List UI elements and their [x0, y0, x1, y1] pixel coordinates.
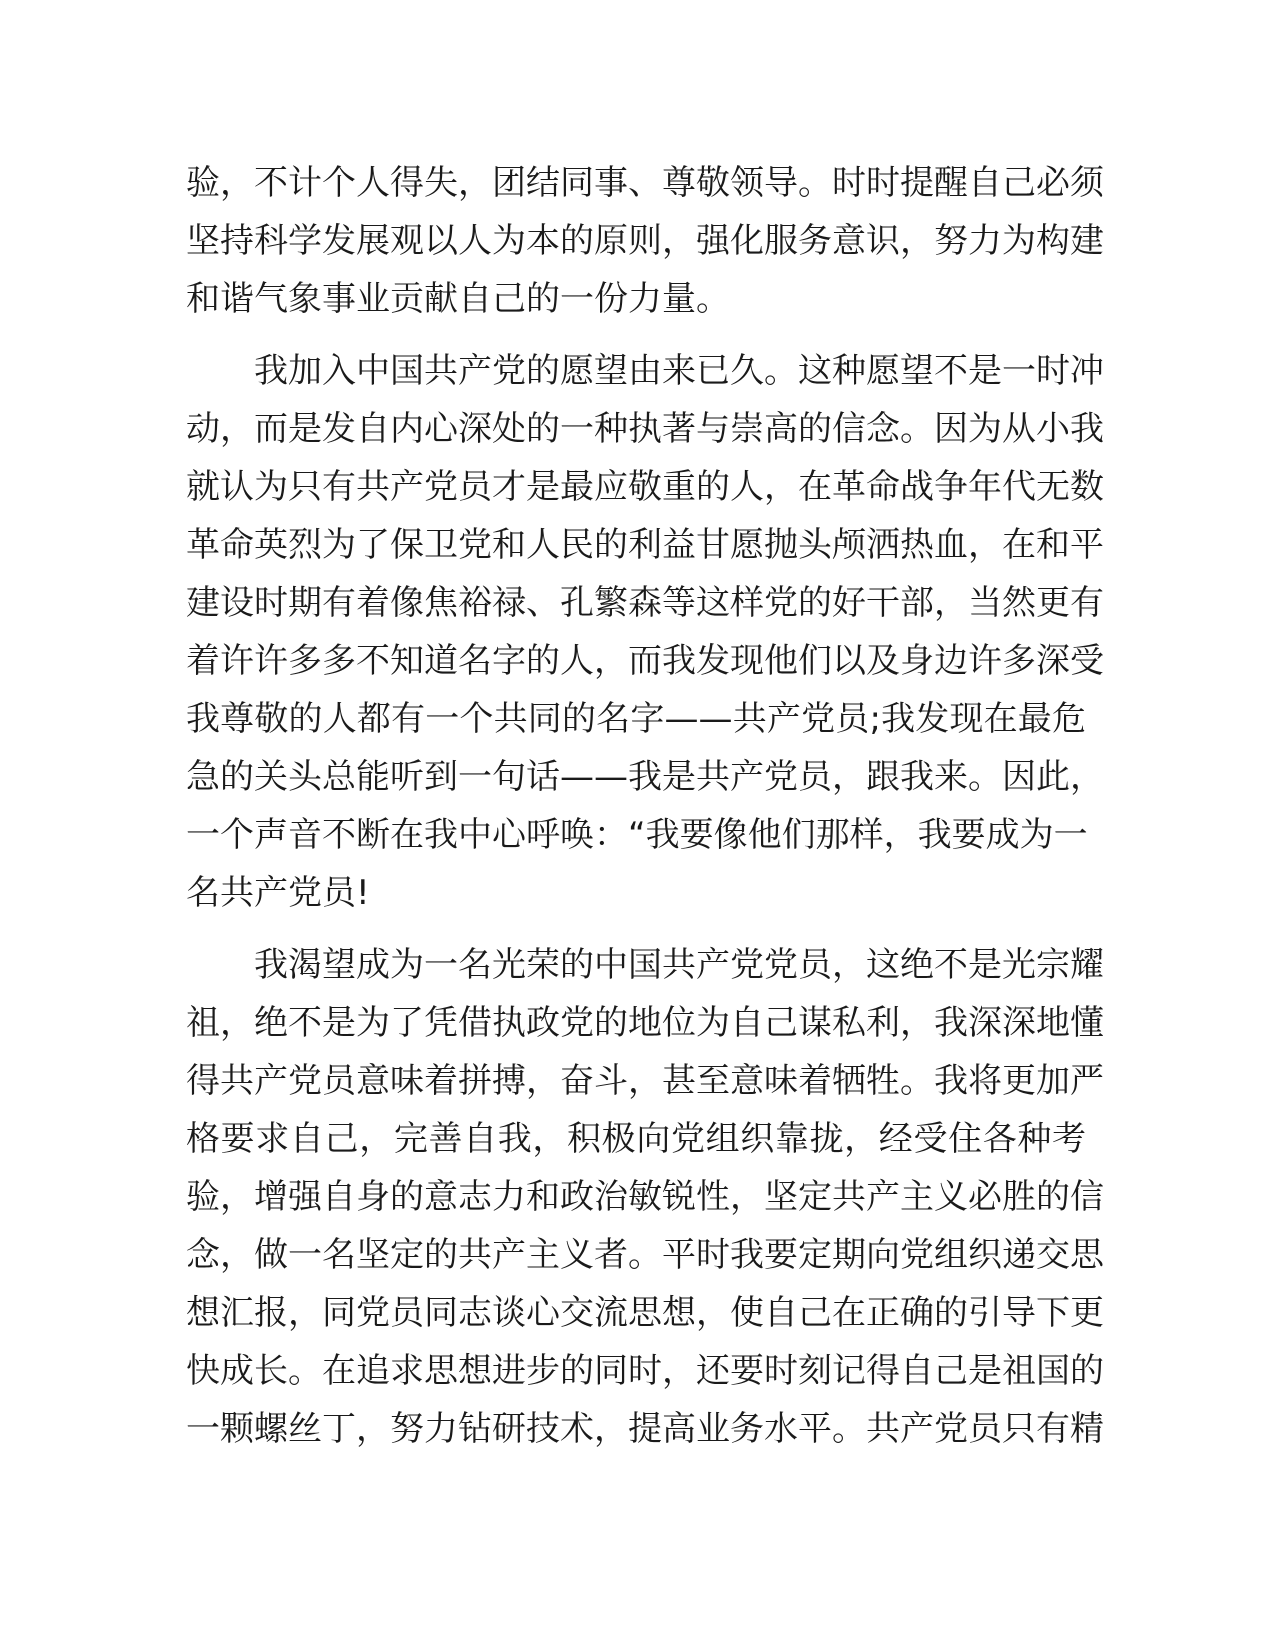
paragraph-spacer [186, 922, 1086, 936]
paragraph-line: 名共产党员! [186, 873, 370, 913]
paragraph-spacer [186, 328, 1086, 342]
paragraph-2 [186, 342, 1104, 922]
paragraph-line: 快成长。在追求思想进步的同时，还要时刻记得自己是祖国的 [186, 1351, 1104, 1391]
paragraph-line: 验，不计个人得失，团结同事、尊敬领导。时时提醒自己必须 [186, 163, 1104, 203]
paragraph-line: 革命英烈为了保卫党和人民的利益甘愿抛头颅洒热血，在和平 [186, 525, 1104, 565]
paragraph-line: 着许许多多不知道名字的人，而我发现他们以及身边许多深受 [186, 641, 1104, 681]
paragraph-line: 一个声音不断在我中心呼唤：“我要像他们那样，我要成为一 [186, 815, 1088, 855]
paragraph-line: 格要求自己，完善自我，积极向党组织靠拢，经受住各种考 [186, 1119, 1086, 1159]
paragraph-line: 就认为只有共产党员才是最应敬重的人，在革命战争年代无数 [186, 467, 1104, 507]
paragraph-line: 急的关头总能听到一句话——我是共产党员，跟我来。因此， [186, 757, 1104, 797]
paragraph-line: 想汇报，同党员同志谈心交流思想，使自己在正确的引导下更 [186, 1293, 1104, 1333]
paragraph-3 [186, 936, 1104, 1458]
paragraph-line: 一颗螺丝丁，努力钻研技术，提高业务水平。共产党员只有精 [186, 1409, 1104, 1449]
paragraph-line: 建设时期有着像焦裕禄、孔繁森等这样党的好干部，当然更有 [186, 583, 1104, 623]
paragraph-line: 坚持科学发展观以人为本的原则，强化服务意识，努力为构建 [186, 221, 1104, 261]
paragraph-line: 我尊敬的人都有一个共同的名字——共产党员;我发现在最危 [186, 699, 1086, 739]
paragraph-line: 验，增强自身的意志力和政治敏锐性，坚定共产主义必胜的信 [186, 1177, 1104, 1217]
paragraph-line: 念，做一名坚定的共产主义者。平时我要定期向党组织递交思 [186, 1235, 1104, 1275]
paragraph-line: 动，而是发自内心深处的一种执著与崇高的信念。因为从小我 [186, 409, 1104, 449]
paragraph-line: 和谐气象事业贡献自己的一份力量。 [186, 279, 730, 319]
paragraph-line: 祖，绝不是为了凭借执政党的地位为自己谋私利，我深深地懂 [186, 1003, 1104, 1043]
document-body [186, 154, 1104, 1458]
paragraph-line: 我加入中国共产党的愿望由来已久。这种愿望不是一时冲 [186, 351, 1104, 391]
paragraph-line: 得共产党员意味着拼搏，奋斗，甚至意味着牺牲。我将更加严 [186, 1061, 1104, 1101]
paragraph-1 [186, 154, 1104, 328]
paragraph-line: 我渴望成为一名光荣的中国共产党党员，这绝不是光宗耀 [186, 945, 1104, 985]
